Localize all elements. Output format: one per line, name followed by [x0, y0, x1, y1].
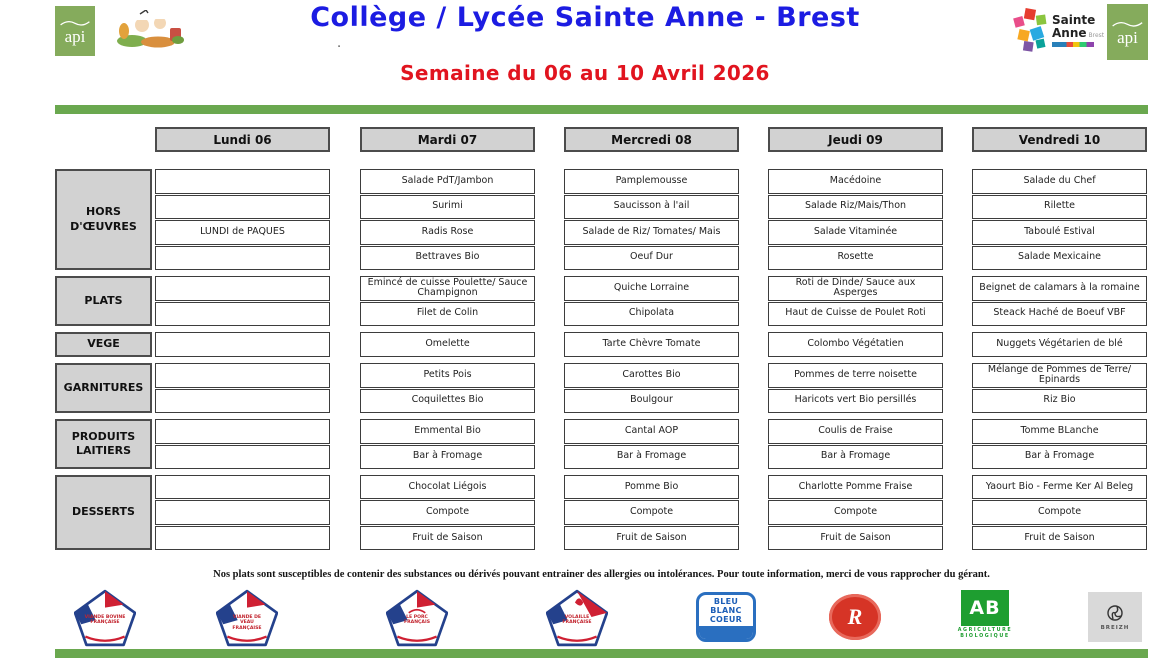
menu-day-block	[972, 419, 1147, 469]
menu-cell: Charlotte Pomme Fraise	[768, 475, 943, 499]
menu-cell: Salade Mexicaine	[972, 246, 1147, 271]
sainte-anne-city: Brest	[1088, 32, 1105, 39]
menu-cell: Pamplemousse	[564, 169, 739, 194]
category-label: HORS D'ŒUVRES	[55, 169, 152, 270]
menu-cell	[155, 363, 330, 388]
menu-cell: Steack Haché de Boeuf VBF	[972, 302, 1147, 327]
logo-label: VOLAILLE FRANÇAISE	[562, 614, 592, 626]
day-header: Vendredi 10	[972, 127, 1147, 152]
menu-day-block	[972, 276, 1147, 326]
menu-cell: Saucisson à l'ail	[564, 195, 739, 220]
page-title: Collège / Lycée Sainte Anne - Brest	[310, 2, 860, 33]
menu-day-block	[768, 169, 943, 270]
menu-cell	[155, 276, 330, 301]
bottom-divider-bar	[55, 649, 1148, 658]
logo-label: VIANDE DE VEAU FRANÇAISE	[232, 614, 262, 631]
menu-day-block	[564, 475, 739, 550]
menu-day-block	[564, 363, 739, 413]
category-label: DESSERTS	[55, 475, 152, 550]
logo-label: VIANDE BOVINE FRANÇAISE	[84, 614, 126, 626]
menu-day-block	[768, 363, 943, 413]
menu-day-block	[155, 332, 330, 357]
label-rouge-letter: R	[847, 604, 863, 629]
menu-day-block	[360, 276, 535, 326]
menu-day-block	[360, 169, 535, 270]
menu-cell: Coquilettes Bio	[360, 389, 535, 414]
menu-cell	[155, 419, 330, 444]
menu-cell: Rilette	[972, 195, 1147, 220]
menu-day-block	[564, 169, 739, 270]
logo-label: BIOLOGIQUE	[960, 634, 1010, 639]
menu-cell	[155, 195, 330, 220]
menu-day-block	[360, 419, 535, 469]
sainte-anne-name-line2: Anne	[1052, 26, 1087, 40]
menu-cell: Beignet de calamars à la romaine	[972, 276, 1147, 301]
menu-day-block	[155, 475, 330, 550]
menu-cell: Yaourt Bio - Ferme Ker Al Beleg	[972, 475, 1147, 499]
menu-cell	[155, 500, 330, 524]
menu-cell: Mélange de Pommes de Terre/ Epinards	[972, 363, 1147, 388]
menu-day-block	[972, 332, 1147, 357]
logo-viande-bovine-francaise	[74, 589, 136, 647]
menu-cell: Macédoine	[768, 169, 943, 194]
menu-cell: Fruit de Saison	[768, 526, 943, 550]
menu-cell	[155, 475, 330, 499]
menu-cell: Tomme BLanche	[972, 419, 1147, 444]
menu-cell: Chipolata	[564, 302, 739, 327]
menu-cell	[155, 526, 330, 550]
menu-cell: Compote	[564, 500, 739, 524]
menu-cell: Rosette	[768, 246, 943, 271]
bleu-blanc-coeur-band	[699, 626, 753, 639]
menu-cell: LUNDI de PAQUES	[155, 220, 330, 245]
logo-label: AGRICULTURE	[957, 627, 1013, 633]
menu-cell: Salade du Chef	[972, 169, 1147, 194]
ab-letters: AB	[961, 590, 1009, 626]
category-label: VEGE	[55, 332, 152, 357]
menu-cell: Nuggets Végétarien de blé	[972, 332, 1147, 357]
menu-cell: Emincé de cuisse Poulette/ Sauce Champignon	[360, 276, 535, 301]
menu-cell: Pommes de terre noisette	[768, 363, 943, 388]
category-label: GARNITURES	[55, 363, 152, 413]
menu-cell: Tarte Chèvre Tomate	[564, 332, 739, 357]
menu-cell: Bettraves Bio	[360, 246, 535, 271]
menu-cell: Filet de Colin	[360, 302, 535, 327]
menu-day-block	[564, 332, 739, 357]
menu-cell: Fruit de Saison	[564, 526, 739, 550]
menu-day-block	[564, 419, 739, 469]
menu-cell: Bar à Fromage	[360, 445, 535, 470]
menu-cell	[155, 389, 330, 414]
logo-label: BREIZH	[1100, 625, 1130, 631]
category-label: PLATS	[55, 276, 152, 326]
logo-le-porc-francais	[386, 589, 448, 647]
api-logo-text: api	[1117, 28, 1138, 47]
menu-cell: Chocolat Liégois	[360, 475, 535, 499]
menu-day-block	[768, 419, 943, 469]
stray-dot: .	[337, 36, 342, 51]
day-header: Lundi 06	[155, 127, 330, 152]
menu-cell: Taboulé Estival	[972, 220, 1147, 245]
api-logo-text: api	[64, 27, 86, 46]
menu-cell: Compote	[768, 500, 943, 524]
menu-day-block	[768, 276, 943, 326]
allergy-disclaimer: Nos plats sont susceptibles de contenir des substances ou dérivés pouvant entrainer des allergies ou intolérances. Pour toute information, merci de vous rapprocher du gérant.	[213, 569, 990, 580]
menu-cell: Emmental Bio	[360, 419, 535, 444]
menu-cell: Bar à Fromage	[972, 445, 1147, 470]
menu-cell: Oeuf Dur	[564, 246, 739, 271]
logo-agriculture-biologique	[957, 590, 1013, 639]
menu-cell: Roti de Dinde/ Sauce aux Asperges	[768, 276, 943, 301]
menu-day-block	[155, 169, 330, 270]
menu-cell: Riz Bio	[972, 389, 1147, 414]
logo-label: BLEU	[713, 597, 739, 606]
menu-day-block	[972, 169, 1147, 270]
day-header: Mercredi 08	[564, 127, 739, 152]
menu-cell: Bar à Fromage	[564, 445, 739, 470]
logo-label: COEUR	[709, 614, 743, 624]
sainte-anne-name-line1: Sainte	[1052, 13, 1096, 28]
menu-cell	[155, 332, 330, 357]
menu-cell: Petits Pois	[360, 363, 535, 388]
menu-cell: Colombo Végétatien	[768, 332, 943, 357]
logo-viande-de-veau-francaise	[216, 589, 278, 647]
menu-cell: Cantal AOP	[564, 419, 739, 444]
logo-label: BLANC	[710, 605, 742, 615]
menu-cell: Salade Vitaminée	[768, 220, 943, 245]
menu-cell: Compote	[972, 500, 1147, 524]
menu-day-block	[155, 276, 330, 326]
menu-day-block	[360, 332, 535, 357]
menu-day-block	[360, 363, 535, 413]
menu-cell: Salade PdT/Jambon	[360, 169, 535, 194]
logo-bleu-blanc-coeur	[696, 592, 756, 642]
menu-day-block	[768, 475, 943, 550]
menu-cell: Fruit de Saison	[360, 526, 535, 550]
menu-day-block	[564, 276, 739, 326]
day-header: Mardi 07	[360, 127, 535, 152]
logo-label-rouge	[829, 594, 881, 640]
menu-cell: Quiche Lorraine	[564, 276, 739, 301]
menu-cell: Omelette	[360, 332, 535, 357]
menu-day-block	[768, 332, 943, 357]
menu-cell: Compote	[360, 500, 535, 524]
menu-cell: Radis Rose	[360, 220, 535, 245]
category-label: PRODUITS LAITIERS	[55, 419, 152, 469]
triskelion-icon	[1105, 603, 1125, 623]
menu-day-block	[155, 363, 330, 413]
menu-cell: Bar à Fromage	[768, 445, 943, 470]
menu-day-block	[972, 475, 1147, 550]
menu-cell: Boulgour	[564, 389, 739, 414]
logo-label: LE PORC FRANÇAIS	[403, 614, 431, 626]
menu-cell: Pomme Bio	[564, 475, 739, 499]
menu-day-block	[972, 363, 1147, 413]
menu-cell	[155, 246, 330, 271]
page-subtitle: Semaine du 06 au 10 Avril 2026	[400, 61, 770, 85]
menu-cell: Surimi	[360, 195, 535, 220]
menu-day-block	[155, 419, 330, 469]
menu-cell: Haricots vert Bio persillés	[768, 389, 943, 414]
menu-cell	[155, 445, 330, 470]
menu-cell: Fruit de Saison	[972, 526, 1147, 550]
logo-breizh	[1088, 592, 1142, 642]
menu-day-block	[360, 475, 535, 550]
menu-cell: Salade de Riz/ Tomates/ Mais	[564, 220, 739, 245]
menu-cell: Haut de Cuisse de Poulet Roti	[768, 302, 943, 327]
logo-volaille-francaise	[546, 589, 608, 647]
day-header: Jeudi 09	[768, 127, 943, 152]
menu-cell: Coulis de Fraise	[768, 419, 943, 444]
menu-cell	[155, 302, 330, 327]
menu-cell: Salade Riz/Mais/Thon	[768, 195, 943, 220]
menu-cell	[155, 169, 330, 194]
menu-cell: Carottes Bio	[564, 363, 739, 388]
